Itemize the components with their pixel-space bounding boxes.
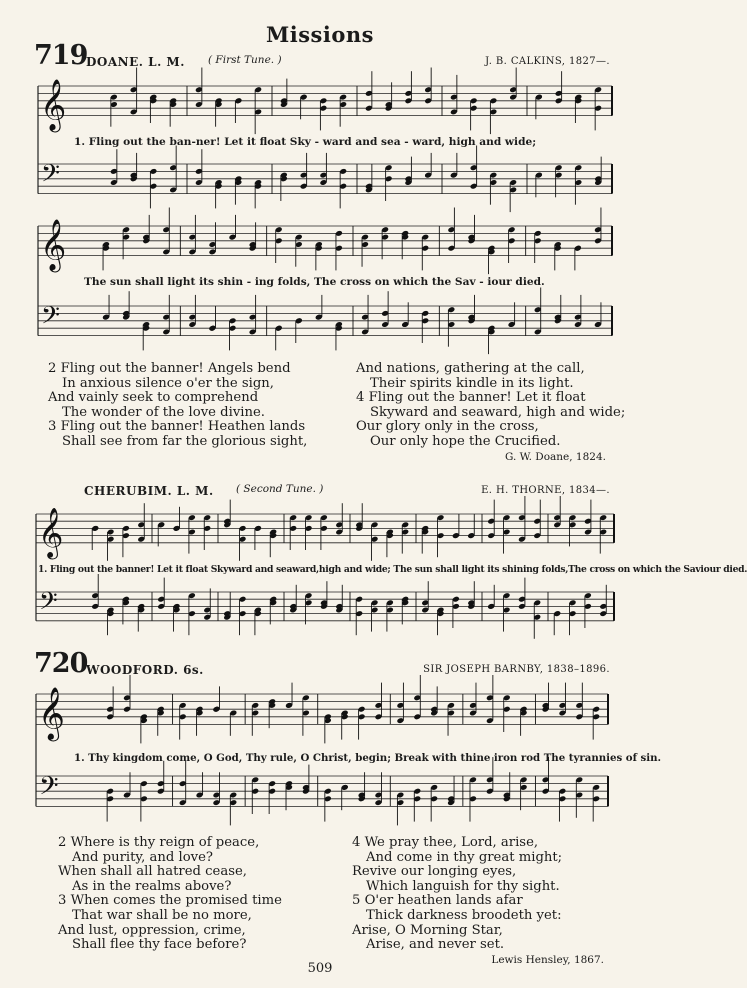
author: Lewis Hensley, 1867.: [491, 954, 604, 966]
verse-line: Our only hope the Crucified.: [370, 433, 561, 449]
verse-line: 2 Fling out the banner! Angels bend: [48, 361, 291, 376]
bass-clef-icon: 𝄢: [41, 301, 61, 336]
verse-line: As in the realms above?: [72, 878, 232, 894]
verse-line: The wonder of the love divine.: [62, 404, 265, 420]
hymn-number: 720: [34, 648, 88, 679]
verse-line: Arise, O Morning Star,: [352, 922, 503, 938]
treble-clef-icon: 𝄞: [40, 79, 67, 131]
tune-name: WOODFORD. 6s.: [86, 663, 204, 677]
verse-line: 4 Fling out the banner! Let it float: [356, 390, 586, 406]
tune-name: CHERUBIM. L. M.: [84, 484, 214, 498]
verse-line: That war shall be no more,: [72, 907, 252, 923]
verse-line: 4 We pray thee, Lord, arise,: [352, 835, 539, 850]
treble-clef-icon: 𝄞: [38, 507, 64, 558]
verses-left: [58, 836, 282, 953]
composer: J. B. CALKINS, 1827—.: [485, 56, 610, 67]
tune-name: DOANE. L. M.: [86, 55, 185, 69]
treble-clef-icon: 𝄞: [40, 219, 67, 271]
page-header: Missions: [266, 22, 374, 47]
verse-line: And nations, gathering at the call,: [356, 361, 585, 376]
lyric-line: 1. Fling out the ban-ner! Let it float Sky - ward and sea - ward, high and wide;: [74, 136, 537, 148]
lyric-line: 1. Thy kingdom come, O God, Thy rule, O Christ, begin; Break with thine iron rod The tyrannies of sin.: [74, 752, 662, 764]
verse-line: Shall flee thy face before?: [72, 937, 247, 953]
verse-line: Thick darkness broodeth yet:: [366, 907, 562, 923]
verse-line: Which languish for thy sight.: [366, 878, 560, 894]
verse-line: 3 When comes the promised time: [58, 893, 282, 909]
verse-line: 2 Where is thy reign of peace,: [58, 835, 260, 850]
author: G. W. Doane, 1824.: [504, 451, 606, 463]
composer: E. H. THORNE, 1834—.: [481, 485, 610, 496]
verse-line: Arise, and never set.: [366, 937, 505, 953]
verses-right: [352, 836, 562, 953]
verse-line: And lust, oppression, crime,: [58, 922, 246, 938]
verse-line: And purity, and love?: [72, 849, 213, 865]
verse-line: And vainly seek to comprehend: [48, 390, 259, 406]
treble-clef-icon: 𝄞: [38, 686, 65, 740]
verse-line: Shall see from far the glorious sight,: [62, 433, 308, 449]
hymn-number: 719: [34, 40, 88, 71]
lyric-line: 1. Fling out the banner! Let it float Skyward and seaward,high and wide; The sun shall light its shining folds,The cross on which the Saviour died.: [38, 564, 747, 575]
verse-line: Skyward and seaward, high and wide;: [370, 404, 626, 420]
verses-left: [48, 362, 307, 450]
verse-line: Their spirits kindle in its light.: [370, 375, 574, 391]
verse-line: 3 Fling out the banner! Heathen lands: [48, 419, 306, 435]
verse-line: When shall all hatred cease,: [58, 864, 247, 880]
bass-clef-icon: 𝄢: [41, 159, 61, 194]
bass-clef-icon: 𝄢: [39, 771, 59, 807]
composer: SIR JOSEPH BARNBY, 1838–1896.: [423, 664, 610, 675]
verses-right: [356, 362, 625, 450]
verse-line: In anxious silence o'er the sign,: [62, 375, 274, 391]
verse-line: And come in thy great might;: [366, 849, 563, 865]
verse-line: 5 O'er heathen lands afar: [352, 893, 523, 909]
page-number: 509: [307, 961, 333, 976]
bass-clef-icon: 𝄢: [39, 586, 58, 621]
lyric-line: The sun shall light its shin - ing folds, The cross on which the Sav - iour died.: [84, 276, 545, 288]
tune-note: ( First Tune. ): [208, 54, 282, 66]
verse-line: Our glory only in the cross,: [356, 419, 539, 435]
verse-line: Revive our longing eyes,: [352, 864, 517, 880]
tune-note: ( Second Tune. ): [236, 483, 324, 495]
